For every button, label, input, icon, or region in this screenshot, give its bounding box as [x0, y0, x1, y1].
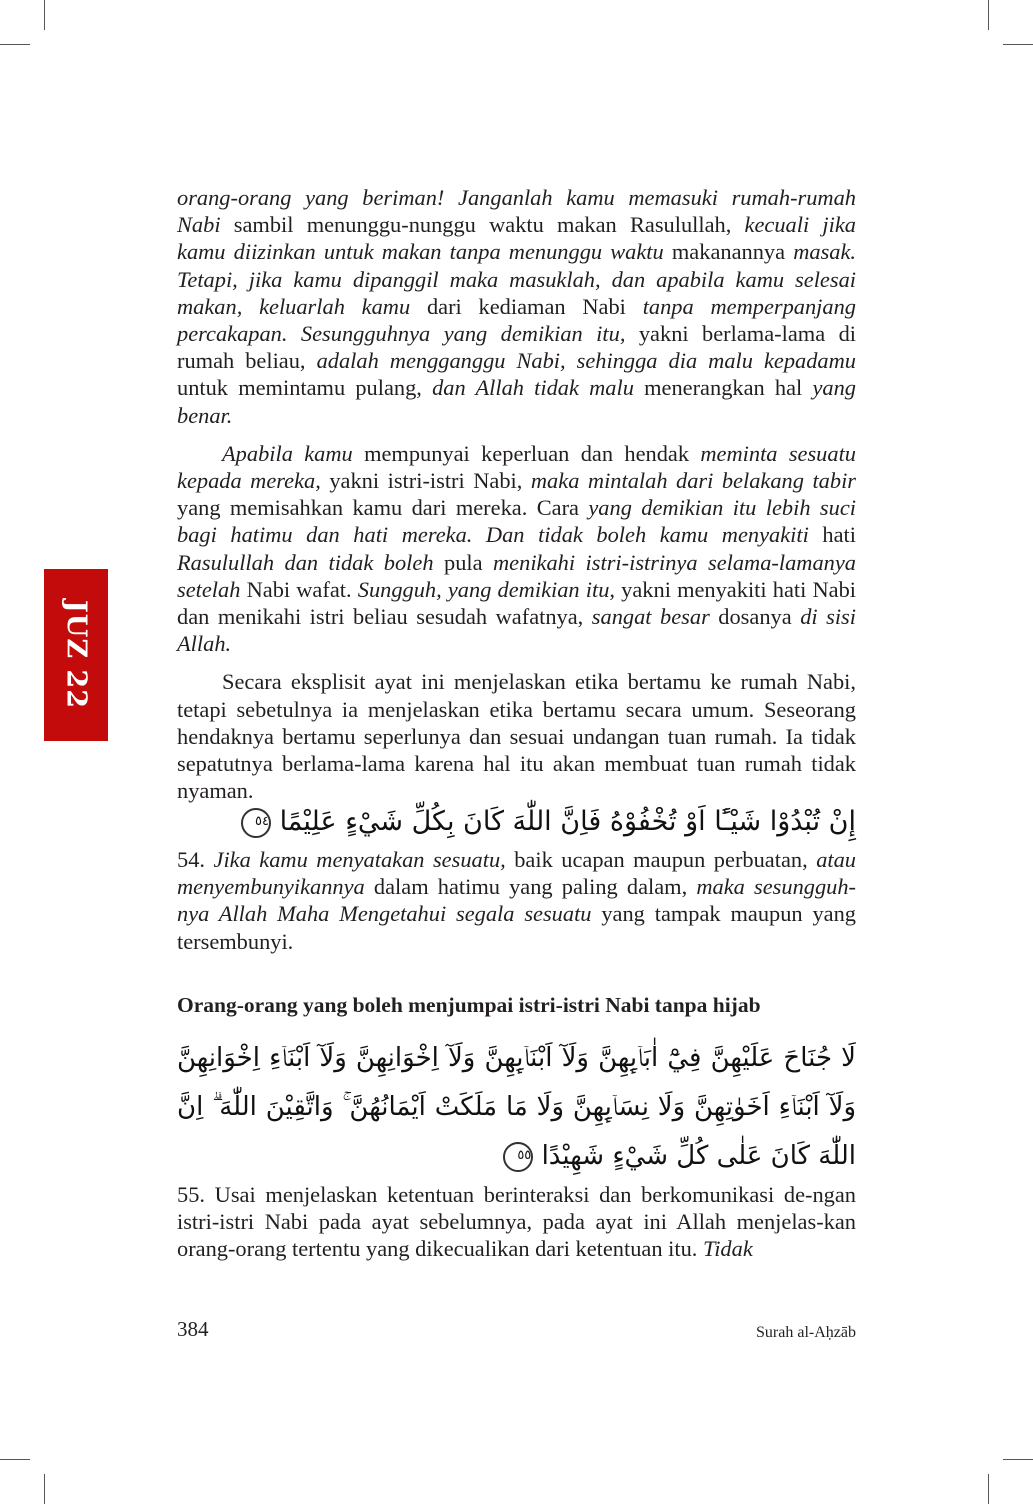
- paragraph: [177, 1181, 856, 1263]
- italic-quran-text: tanpa memperpanjang percakapan. Sesungguhnya yang demikian itu,: [177, 293, 856, 347]
- crop-mark: [1003, 44, 1033, 45]
- italic-quran-text: atau menyembunyikannya: [177, 847, 856, 900]
- commentary-span: hati: [808, 522, 856, 548]
- commentary-span: dari kediaman Nabi: [410, 293, 643, 319]
- italic-quran-text: yang demikian itu lebih suci bagi hatimu dan hati mereka. Dan tidak boleh kamu menyakiti: [177, 495, 857, 548]
- crop-mark: [0, 1459, 30, 1460]
- commentary-span: yang tampak maupun yang tersembunyi.: [177, 901, 856, 954]
- italic-quran-text: Tidak: [702, 1236, 753, 1262]
- italic-quran-text: Apabila kamu: [222, 440, 353, 466]
- paragraph: [177, 440, 856, 658]
- italic-quran-text: maka sesungguh-nya Allah Maha Mengetahui segala sesuatu: [177, 874, 857, 927]
- commentary-span: yakni menyakiti hati Nabi dan menikahi istri beliau sesudah wafatnya,: [177, 576, 857, 630]
- italic-quran-text: menikahi istri-istrinya selama-lamanya setelah: [177, 549, 856, 602]
- translation-54: [177, 846, 856, 955]
- ayah-number-badge: ٥٤: [241, 808, 271, 838]
- crop-mark: [0, 44, 30, 45]
- paragraph: [177, 846, 856, 955]
- commentary-span: yang memisahkan kamu dari mereka. Cara: [177, 495, 589, 521]
- crop-mark: [1003, 1459, 1033, 1460]
- page-number: 384: [177, 1317, 209, 1341]
- ayah-55-text: لَا جُنَاحَ عَلَيْهِنَّ فِيْٓ اٰبَاۤىِٕهِنَّ وَلَآ اَبْنَاۤىِٕهِنَّ وَلَآ اِخْوَانِهِنَّ وَلَآ اَبْنَاۤءِ اِخْوَانِهِنَّ وَلَآ اَبْنَاۤءِ اَخَوٰتِهِنَّ وَلَا نِسَاۤىِٕهِنَّ وَلَا مَا مَلَكَتْ اَيْمَانُهُنَّ ۚ وَاتَّقِيْنَ اللّٰهَ ۗ اِنَّ اللّٰهَ كَانَ عَلٰى كُلِّ شَيْءٍ شَهِيْدًا: [177, 1043, 856, 1171]
- commentary-span: 54.: [177, 847, 214, 872]
- italic-quran-text: Jika kamu menyatakan sesuatu,: [213, 847, 506, 872]
- ayah-55-arabic: [177, 1034, 856, 1181]
- juz-tab: [44, 569, 108, 741]
- section-heading: Orang-orang yang boleh menjumpai istri-istri Nabi tanpa hijab: [177, 993, 761, 1017]
- italic-quran-text: meminta sesuatu kepada mereka,: [177, 440, 856, 494]
- crop-mark: [988, 1474, 989, 1504]
- commentary-span: makanannya: [663, 239, 794, 265]
- commentary-span: Secara eksplisit ayat ini menjelaskan etika bertamu ke rumah Nabi, tetapi sebetulnya ia menjelaskan etika bertamu secara umum. Seseorang hendaknya bertamu seperlunya dan sesuai undangan tuan rumah. Ia tidak sepatutnya berlama-lama karena hal itu akan membuat tuan rumah tidak nyaman.: [177, 669, 856, 804]
- ayah-54-text: إِنْ تُبْدُوْا شَيْـًٔا اَوْ تُخْفُوْهُ فَاِنَّ اللّٰهَ كَانَ بِكُلِّ شَيْءٍ عَلِيْمًا: [279, 806, 856, 837]
- commentary-text: [177, 184, 856, 804]
- commentary-span: baik ucapan maupun perbuatan,: [505, 847, 817, 872]
- commentary-span: dalam hatimu yang paling dalam,: [364, 874, 697, 900]
- commentary-span: sambil menunggu-nunggu waktu makan Rasulullah,: [220, 212, 745, 238]
- ayah-number-badge: ٥٥: [503, 1142, 533, 1172]
- italic-quran-text: Sungguh, yang demikian itu,: [357, 576, 616, 602]
- italic-quran-text: masak. Tetapi, jika kamu dipanggil maka masuklah, dan apabila kamu selesai makan, keluarlah kamu: [177, 239, 857, 319]
- italic-quran-text: adalah mengganggu Nabi, sehingga dia malu kepadamu: [316, 348, 856, 374]
- juz-label: JUZ 22: [60, 600, 92, 710]
- ayah-54-arabic: [177, 798, 856, 846]
- commentary-span: pula: [433, 549, 494, 575]
- commentary-span: mempunyai keperluan dan hendak: [352, 440, 701, 466]
- italic-quran-text: di sisi Allah.: [177, 604, 856, 657]
- italic-quran-text: kecuali jika kamu diizinkan untuk makan tanpa menunggu waktu: [177, 212, 856, 265]
- translation-55: [177, 1181, 856, 1263]
- commentary-span: yakni berlama-lama di rumah beliau,: [177, 321, 856, 374]
- commentary-span: yakni istri-istri Nabi,: [320, 468, 531, 494]
- italic-quran-text: maka mintalah dari belakang tabir: [530, 468, 856, 494]
- italic-quran-text: dan Allah tidak malu: [432, 375, 634, 401]
- commentary-span: menerangkan hal: [633, 375, 813, 401]
- paragraph: [177, 668, 856, 804]
- italic-quran-text: sangat besar: [591, 604, 710, 630]
- commentary-span: Nabi wafat.: [240, 576, 358, 602]
- running-footer-surah: Surah al-Aḥzāb: [756, 1324, 856, 1341]
- italic-quran-text: orang-orang yang beriman! Janganlah kamu memasuki rumah-rumah Nabi: [177, 185, 856, 238]
- italic-quran-text: yang benar.: [177, 375, 856, 428]
- crop-mark: [44, 0, 45, 30]
- crop-mark: [44, 1474, 45, 1504]
- commentary-span: untuk memintamu pulang,: [177, 375, 433, 401]
- italic-quran-text: Rasulullah dan tidak boleh: [177, 549, 434, 575]
- commentary-span: dosanya: [709, 604, 801, 630]
- crop-mark: [988, 0, 989, 30]
- paragraph: [177, 184, 856, 429]
- commentary-span: 55. Usai menjelaskan ketentuan berinteraksi dan berkomunikasi de-ngan istri-istri Nabi pada ayat sebelumnya, pada ayat ini Allah menjelas-kan orang-orang tertentu yang dikecualikan dari ketentuan itu.: [177, 1182, 856, 1262]
